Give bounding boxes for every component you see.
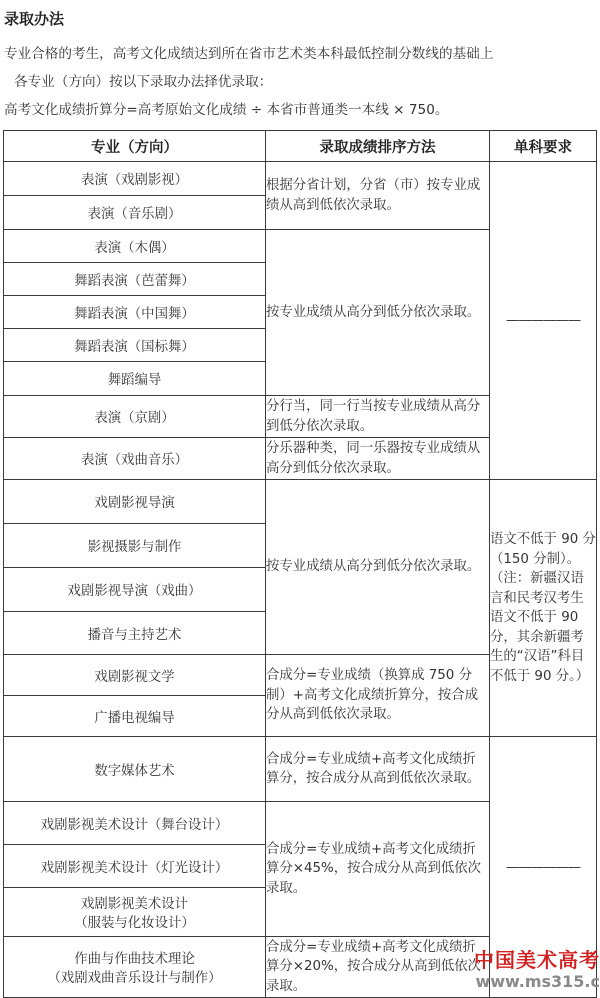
- requirement-dash-top: ——————: [490, 162, 597, 480]
- major-line: （戏剧戏曲音乐设计与制作）: [47, 971, 222, 986]
- method-cell: 合成分=专业成绩+高考文化成绩折算分，按合成分从高到低依次录取。: [266, 737, 490, 802]
- intro-paragraph-2: 各专业（方向）按以下录取办法择优录取：: [14, 74, 273, 90]
- major-cell: 表演（木偶）: [4, 230, 266, 263]
- major-cell: 数字媒体艺术: [4, 737, 266, 802]
- major-cell: 播音与主持艺术: [4, 612, 266, 655]
- major-cell: 戏剧影视文学: [4, 655, 266, 696]
- major-line: 作曲与作曲技术理论: [74, 952, 195, 967]
- major-cell: 广播电视编导: [4, 696, 266, 737]
- watermark-text: 中国美术高考: [474, 948, 600, 972]
- requirement-dash-bottom: ——————: [490, 737, 597, 998]
- intro-paragraph-1: 专业合格的考生，高考文化成绩达到所在省市艺术类本科最低控制分数线的基础上: [4, 46, 494, 62]
- major-cell: 表演（戏曲音乐）: [4, 438, 266, 480]
- method-cell: 合成分=专业成绩+高考文化成绩折算分×45%，按合成分从高到低依次录取。: [266, 802, 490, 937]
- requirement-language: 语文不低于 90 分（150 分制）。（注：新疆汉语言和民考汉考生语文不低于 90 分，其余新疆考生的“汉语”科目不低于 90 分。）: [490, 480, 597, 737]
- table-row: [4, 737, 597, 802]
- header-requirement: 单科要求: [490, 131, 597, 162]
- major-cell: 表演（戏剧影视）: [4, 162, 266, 196]
- major-cell: 影视摄影与制作: [4, 524, 266, 568]
- major-cell: 戏剧影视美术设计（灯光设计）: [4, 845, 266, 888]
- major-cell: 表演（音乐剧）: [4, 196, 266, 230]
- table-row: [4, 480, 597, 524]
- major-cell: [4, 888, 266, 937]
- major-cell: 戏剧影视美术设计（舞台设计）: [4, 802, 266, 845]
- major-cell: 舞蹈编导: [4, 362, 266, 396]
- major-cell: 舞蹈表演（中国舞）: [4, 296, 266, 329]
- admission-rules-table: [3, 130, 597, 998]
- method-cell: 分行当，同一行当按专业成绩从高分到低分依次录取。: [266, 396, 490, 438]
- major-cell: 戏剧影视导演: [4, 480, 266, 524]
- table-row: [4, 162, 597, 196]
- major-cell: 戏剧影视导演（戏曲）: [4, 568, 266, 612]
- major-cell: 舞蹈表演（国标舞）: [4, 329, 266, 362]
- header-major: 专业（方向）: [4, 131, 266, 162]
- major-cell: [4, 937, 266, 998]
- score-formula: 高考文化成绩折算分=高考原始文化成绩 ÷ 本省市普通类一本线 × 750。: [4, 102, 449, 118]
- table-header-row: [4, 131, 597, 162]
- method-cell: 合成分=专业成绩（换算成 750 分制）+高考文化成绩折算分，按合成分从高到低依次录取。: [266, 655, 490, 737]
- major-cell: 舞蹈表演（芭蕾舞）: [4, 263, 266, 296]
- method-cell: 根据分省计划，分省（市）按专业成绩从高到低依次录取。: [266, 162, 490, 230]
- section-title: 录取办法: [4, 10, 65, 28]
- watermark-url: www.ms315.c: [475, 972, 600, 991]
- major-cell: 表演（京剧）: [4, 396, 266, 438]
- method-cell: 按专业成绩从高分到低分依次录取。: [266, 230, 490, 396]
- major-line: （服装与化妆设计）: [74, 916, 195, 931]
- method-cell: 分乐器种类，同一乐器按专业成绩从高分到低分依次录取。: [266, 438, 490, 480]
- method-cell: 合成分=专业成绩+高考文化成绩折算分×20%，按合成分从高到低依次录取。: [266, 937, 490, 998]
- header-method: 录取成绩排序方法: [266, 131, 490, 162]
- major-line: 戏剧影视美术设计: [80, 897, 189, 912]
- method-cell: 按专业成绩从高分到低分依次录取。: [266, 480, 490, 655]
